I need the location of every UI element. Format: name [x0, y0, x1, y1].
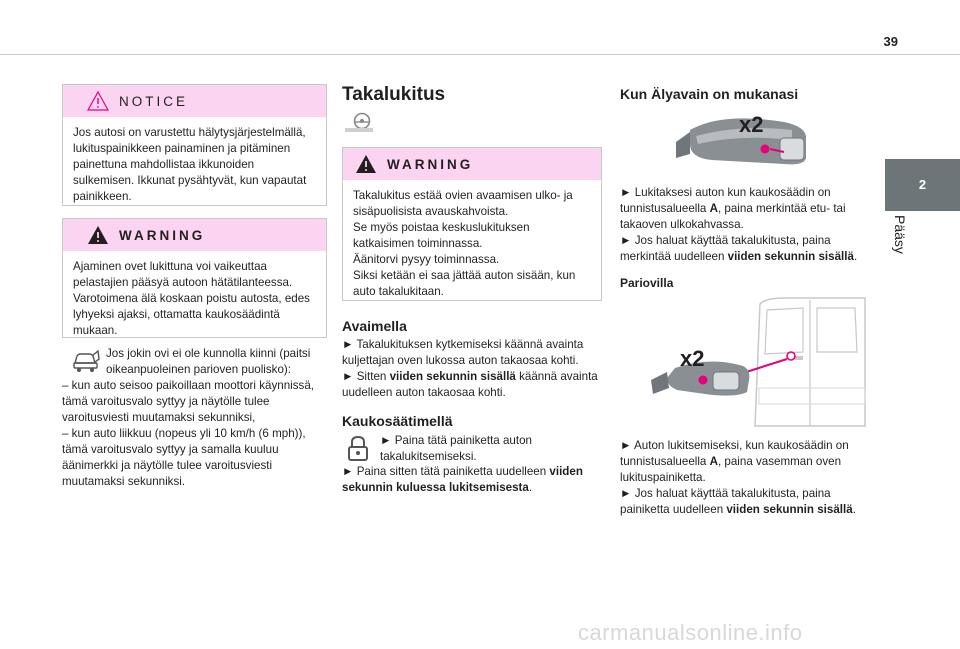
- warning-title-left: WARNING: [119, 228, 206, 243]
- notice-box: [62, 84, 327, 206]
- heading-pariovilla: Pariovilla: [620, 276, 674, 290]
- x2-label-1: x2: [739, 112, 764, 137]
- warning-title-middle: WARNING: [387, 157, 474, 172]
- x2-label-2: x2: [680, 346, 705, 371]
- notice-text: Jos autosi on varustettu hälytysjärjestelmällä, lukituspainikkeen painaminen ja pitäminen painettuna mahdollistaa ikkunoiden sulkemisen. Ikkunat pysähtyvät, kun vapautat painikkeen.: [73, 126, 307, 203]
- heading-kaukosaatimella: Kaukosäätimellä: [342, 413, 453, 429]
- right-p1: ► Lukitaksesi auton kun kaukosäädin on tunnistusalueella A, paina merkintää etu- tai takaoven ulkokahvassa.: [620, 186, 846, 231]
- note-item-1: – kun auto seisoo paikoillaan moottori käynnissä, tämä varoitusvalo syttyy ja näytölle tulee varoitusviesti muutamaksi sekunniksi,: [62, 379, 314, 424]
- warning-box-middle: [342, 147, 602, 301]
- steering-wheel-icon: [343, 112, 375, 134]
- warning-box-left: [62, 218, 327, 338]
- open-door-car-icon: [72, 347, 100, 373]
- warning-text-left: Ajaminen ovet lukittuna voi vaikeuttaa pelastajien pääsyä autoon hätätilanteessa. Varotoimena älä koskaan poistu autosta, edes lyhyeksi ajaksi, ottamatta kaukosäädintä mukaan.: [73, 260, 310, 337]
- warning-text-middle: [343, 180, 601, 300]
- kauko-p1: ► Paina tätä painiketta auton takalukitsemiseksi.: [380, 434, 532, 463]
- kauko-p2: ► Paina sitten tätä painiketta uudelleen viiden sekunnin kuluessa lukitsemisesta.: [342, 465, 583, 494]
- warning-header-middle: [343, 148, 601, 180]
- warning-triangle-outline-icon: [87, 91, 109, 111]
- avaimella-p2: ► Sitten viiden sekunnin sisällä käännä avainta uudelleen auton takaosaa kohti.: [342, 370, 598, 399]
- note-item-2: – kun auto liikkuu (nopeus yli 10 km/h (6 mph)), tämä varoitusvalo syttyy ja samalla kuuluu äänimerkki ja näytölle tulee varoitusviesti muutamaksi sekunniksi.: [62, 427, 306, 488]
- right-p4: ► Jos haluat käyttää takalukitusta, paina painiketta uudelleen viiden sekunnin sisällä.: [620, 487, 856, 516]
- van-rear-illustration: [615, 296, 875, 428]
- page-number: 39: [883, 34, 898, 49]
- chapter-label: Pääsy: [892, 215, 908, 254]
- chapter-tab[interactable]: 2: [885, 159, 960, 211]
- section-title-takalukitus: Takalukitus: [342, 84, 446, 105]
- warning-line: Äänitorvi pysyy toiminnassa.: [353, 253, 500, 266]
- right-p3: ► Auton lukitsemiseksi, kun kaukosäädin on tunnistusalueella A, paina vasemman oven lukituspainiketta.: [620, 439, 849, 484]
- header-rule: [0, 54, 960, 55]
- warning-line: Se myös poistaa keskuslukituksen katkaisimen toiminnassa.: [353, 221, 530, 250]
- warning-line: Siksi ketään ei saa jättää auton sisään, kun auto takalukitaan.: [353, 269, 576, 298]
- warning-triangle-filled-icon: [87, 225, 109, 245]
- heading-avaimella: Avaimella: [342, 318, 407, 334]
- warning-triangle-filled-icon: [355, 154, 377, 174]
- heading-alyavain: Kun Älyavain on mukanasi: [620, 86, 799, 102]
- right-p2: ► Jos haluat käyttää takalukitusta, paina merkintää uudelleen viiden sekunnin sisällä.: [620, 234, 858, 263]
- warning-header-left: [63, 219, 326, 251]
- notice-title: NOTICE: [119, 94, 189, 109]
- avaimella-p1: ► Takalukituksen kytkemiseksi käännä avainta kuljettajan oven lukossa auton takaosaa kohti.: [342, 338, 584, 367]
- warning-line: Takalukitus estää ovien avaamisen ulko- ja sisäpuolisista avauskahvoista.: [353, 189, 573, 218]
- watermark[interactable]: carmanualsonline.info: [578, 620, 803, 645]
- padlock-icon: [344, 434, 372, 462]
- notice-header: [63, 85, 326, 117]
- note-intro: Jos jokin ovi ei ole kunnolla kiinni (paitsi oikeanpuoleinen parioven puolisko):: [106, 347, 311, 376]
